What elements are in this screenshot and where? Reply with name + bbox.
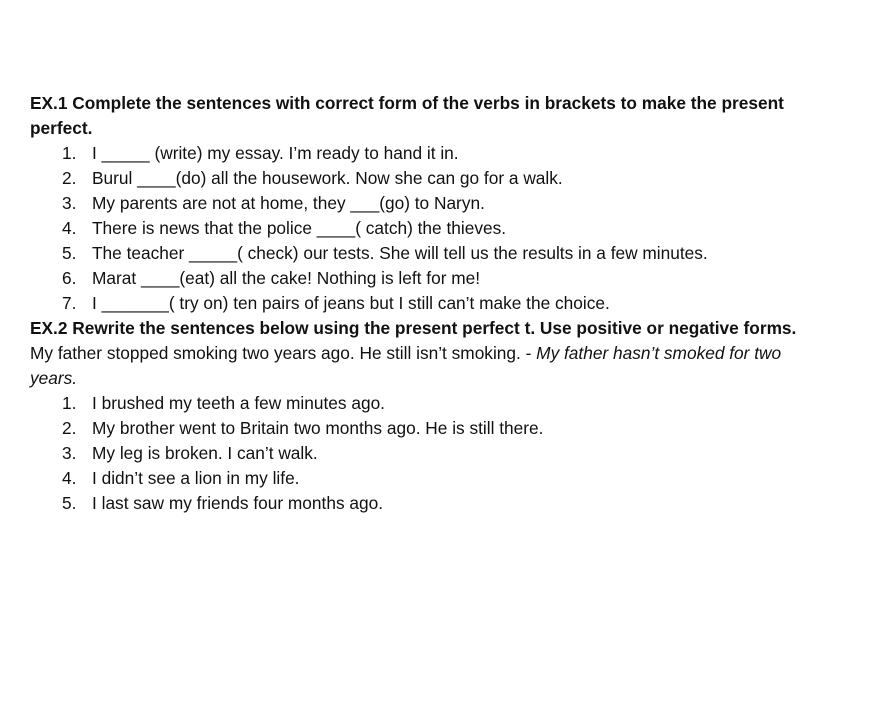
item-number: 4. [62, 468, 77, 488]
item-number: 5. [62, 493, 77, 513]
item-text: The teacher _____( check) our tests. She will tell us the results in a few minutes. [92, 243, 708, 263]
item-text: I _______( try on) ten pairs of jeans but I still can’t make the choice. [92, 293, 610, 313]
exercise-2-heading: EX.2 Rewrite the sentences below using the present perfect t. Use positive or negative forms. [30, 318, 797, 338]
item-text: There is news that the police ____( catch) the thieves. [92, 218, 507, 238]
exercise-2-example [30, 341, 830, 391]
exercise-1-item [30, 216, 830, 241]
item-text: Marat ____(eat) all the cake! Nothing is left for me! [92, 268, 481, 288]
item-number: 7. [62, 293, 77, 313]
item-text: Burul ____(do) all the housework. Now she can go for a walk. [92, 168, 563, 188]
item-number: 2. [62, 418, 77, 438]
example-prompt: My father stopped smoking two years ago. He still isn’t smoking. - [30, 343, 537, 363]
exercise-1-list [30, 141, 830, 316]
item-number: 5. [62, 243, 77, 263]
exercise-1-item [30, 241, 830, 266]
item-text: I brushed my teeth a few minutes ago. [92, 393, 385, 413]
item-text: I didn’t see a lion in my life. [92, 468, 300, 488]
item-number: 1. [62, 143, 77, 163]
item-text: I last saw my friends four months ago. [92, 493, 384, 513]
exercise-2-item [30, 391, 830, 416]
item-number: 3. [62, 193, 77, 213]
item-text: My brother went to Britain two months ago. He is still there. [92, 418, 544, 438]
item-number: 4. [62, 218, 77, 238]
item-text: I _____ (write) my essay. I’m ready to hand it in. [92, 143, 459, 163]
exercise-1-heading: EX.1 Complete the sentences with correct form of the verbs in brackets to make the present perfect. [30, 93, 784, 138]
item-number: 3. [62, 443, 77, 463]
item-text: My parents are not at home, they ___(go) to Naryn. [92, 193, 485, 213]
exercise-1-item [30, 191, 830, 216]
exercise-1-item [30, 141, 830, 166]
item-number: 6. [62, 268, 77, 288]
item-number: 2. [62, 168, 77, 188]
example-answer: My father hasn’t smoked for two years. [30, 343, 782, 388]
item-text: My leg is broken. I can’t walk. [92, 443, 318, 463]
worksheet [30, 91, 830, 516]
exercise-2-item [30, 441, 830, 466]
exercise-2-list [30, 391, 830, 516]
item-number: 1. [62, 393, 77, 413]
exercise-2-item [30, 491, 830, 516]
exercise-1-item [30, 291, 830, 316]
exercise-2-item [30, 416, 830, 441]
exercise-1-item [30, 166, 830, 191]
exercise-2-item [30, 466, 830, 491]
exercise-1-item [30, 266, 830, 291]
